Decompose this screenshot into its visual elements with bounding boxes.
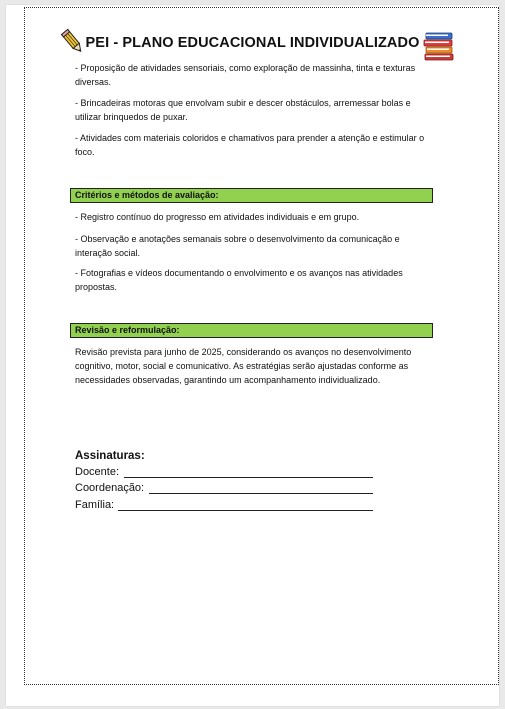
signature-label-familia: Família: bbox=[75, 499, 115, 511]
review-text: Revisão prevista para junho de 2025, considerando os avanços no desenvolvimento cognitivo, motor, social e comunicativo. As estratégias serão ajustadas conforme as necessidades observadas, garantindo um acompanhamento individualizado. bbox=[75, 347, 412, 385]
section-heading-evaluation: Critérios e métodos de avaliação: bbox=[70, 188, 433, 203]
signature-label-coordenacao: Coordenação: bbox=[75, 482, 145, 494]
activity-item-sensory: - Proposição de atividades sensoriais, como exploração de massinha, tinta e texturas diversas. bbox=[75, 63, 416, 87]
evaluation-item-observation: - Observação e anotações semanais sobre o desenvolvimento da comunicação e interação social. bbox=[75, 234, 400, 258]
evaluation-item-photos: - Fotografias e vídeos documentando o envolvimento e os avanços nas atividades propostas. bbox=[75, 268, 403, 292]
document-title: PEI - PLANO EDUCACIONAL INDIVIDUALIZADO bbox=[85, 35, 420, 51]
signature-label-docente: Docente: bbox=[75, 466, 120, 478]
activity-item-colorful: - Atividades com materiais coloridos e chamativos para prender a atenção e estimular o foco. bbox=[75, 133, 425, 157]
signature-line-familia[interactable] bbox=[118, 510, 373, 511]
signatures-title: Assinaturas: bbox=[75, 450, 145, 462]
signature-line-coordenacao[interactable] bbox=[149, 493, 373, 494]
signature-line-docente[interactable] bbox=[124, 477, 373, 478]
section-heading-review: Revisão e reformulação: bbox=[70, 323, 433, 338]
activity-item-motor: - Brincadeiras motoras que envolvam subir e descer obstáculos, arremessar bolas e utilizar brinquedos de puxar. bbox=[75, 98, 411, 122]
evaluation-item-record: - Registro contínuo do progresso em atividades individuais e em grupo. bbox=[75, 212, 360, 222]
